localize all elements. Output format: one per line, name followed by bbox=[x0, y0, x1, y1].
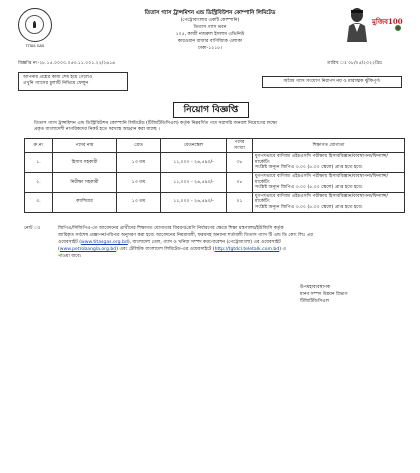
col-header-qualification: শিক্ষাগত যোগ্যতা bbox=[253, 139, 405, 153]
note-line4 bbox=[58, 247, 286, 253]
logo-text: TITAS GAS bbox=[25, 44, 45, 48]
intro-line1: তিতাস গ্যাস ট্রান্সমিশন এন্ড ডিস্ট্রিবিউশন কোম্পানি লিমিটেড (টিজিটিডিসিএল) কর্তৃক নিম্নবর্ণিত পদে সরাসরি জনবল নিয়োগের লক্ষ্যে bbox=[34, 121, 278, 126]
grade-cell: ১৩ তম bbox=[117, 172, 161, 192]
qualification-line1: যুগপৎভাবে বাণিজ্য এইচএসসি পরীক্ষায় হিসাববিজ্ঞান/ব্যবস্থাপনা/ফিন্যান্স/মার্কেটিং bbox=[255, 193, 388, 205]
serial-cell: ১. bbox=[25, 153, 53, 173]
portrait-illustration bbox=[345, 6, 369, 42]
note-line4-mid: ) এবং টেলিটক বাংলাদেশ লিমিটেড-এর ওয়েবসাইটে ( bbox=[116, 247, 215, 252]
post-count-cell: ৩৮ bbox=[227, 153, 253, 173]
company-logo bbox=[18, 8, 52, 48]
qualification-line2: সংশ্লিষ্ট অন্যূন জিপিএ ৩.০০ (৫.০০ স্কেলে) প্রাপ্ত হতে হবে। bbox=[255, 165, 363, 171]
col-header-grade: গ্রেড bbox=[117, 139, 161, 153]
flame-icon bbox=[25, 15, 44, 34]
vacancy-table bbox=[24, 138, 405, 213]
org-name: তিতাস গ্যাস ট্রান্সমিশন এন্ড ডিস্ট্রিবিউশন কোম্পানি লিমিটেড bbox=[144, 10, 276, 16]
qualification-cell bbox=[253, 192, 405, 212]
note-line4-post: ) এ bbox=[279, 247, 286, 252]
table-row bbox=[25, 192, 405, 212]
safety-notice-line1: আপনার প্রশ্নের কাজ শেষ হয়ে গেলেও bbox=[23, 75, 93, 80]
table-row bbox=[25, 153, 405, 173]
note-line3 bbox=[58, 240, 281, 246]
signatory-department: মানব সম্পদ উন্নয়ন বিভাগ bbox=[300, 292, 348, 297]
memo-number: বিজ্ঞপ্তি নং-২৮.১৫.০০০০.০৫৩.১১.০০১.২২/২৬১৬ bbox=[18, 61, 116, 66]
org-subtitle: (পেট্রোবাংলার একটি কোম্পানি) bbox=[180, 18, 240, 23]
signatory-company: টিজিটিডিসিএল bbox=[300, 299, 330, 304]
serial-cell: ৩. bbox=[25, 192, 53, 212]
grade-cell: ১৩ তম bbox=[117, 192, 161, 212]
qualification-line1: যুগপৎভাবে বাণিজ্য এইচএসসি পরীক্ষায় হিসাববিজ্ঞান/ব্যবস্থাপনা/ফিন্যান্স/মার্কেটিং bbox=[255, 173, 388, 185]
pay-scale-cell: ১১,০০০ - ২৬,৫৯০/- bbox=[161, 172, 227, 192]
post-cell: হিসাব সহকারী bbox=[53, 153, 117, 173]
col-header-post-count: পদের সংখ্যা bbox=[227, 139, 253, 153]
post-count-cell: ০১ bbox=[227, 192, 253, 212]
table-row bbox=[25, 172, 405, 192]
org-city: ঢাকা-১২১৫। bbox=[198, 46, 222, 51]
org-area: কারওয়ান বাজার বাণিজ্যিক এলাকা bbox=[177, 39, 243, 44]
serial-cell: ২. bbox=[25, 172, 53, 192]
post-count-cell: ০৮ bbox=[227, 172, 253, 192]
memo-date: তারিখ ঃ ০৮/০৫/২০২২খ্রিঃ bbox=[327, 61, 383, 66]
col-header-post: পদের নাম bbox=[53, 139, 117, 153]
post-cell: ক্যাশিয়ার bbox=[53, 192, 117, 212]
org-address: ১০৫, কাজী নজরুল ইসলাম এভিনিউ bbox=[175, 32, 245, 37]
illegal-connection-notice: অবৈধ গ্যাস সংযোগ নিরাপদ নয় ও মারাত্মক ঝুঁকিপূর্ণ। bbox=[283, 79, 381, 84]
notice-title: নিয়োগ বিজ্ঞপ্তি bbox=[173, 102, 249, 118]
qualification-line1: যুগপৎভাবে বাণিজ্য এইচএসসি পরীক্ষায় হিসাববিজ্ঞান/ব্যবস্থাপনা/ফিন্যান্স/মার্কেটিং bbox=[255, 154, 388, 165]
note-line3-post: ), বাংলাদেশ তেল, গ্যাস ও খনিজ সম্পদ করপোরেশন (পেট্রোবাংলা) এর ওয়েবসাইট bbox=[127, 240, 281, 245]
note-line1: জিপিএ/সিজিপিএ-তে আবেদনের প্রার্থীদের শিক্ষাগত যোগ্যতার বিবরণ/শ্রেণি নির্ধারণের ক্ষেত্রে শিক্ষা মন্ত্রণালয়/ইউজিসি কর্তৃক bbox=[58, 226, 284, 231]
qualification-cell bbox=[253, 172, 405, 192]
mujib100-badge bbox=[372, 14, 402, 34]
safety-notice-box bbox=[18, 72, 128, 91]
qualification-cell bbox=[253, 153, 405, 173]
col-header-pay-scale: বেতনস্কেল bbox=[161, 139, 227, 153]
post-cell: নিরীক্ষা সহকারী bbox=[53, 172, 117, 192]
note-label: নোট ঃ bbox=[24, 226, 41, 231]
teletalk-link[interactable]: http://tgtdcl.teletalk.com.bd bbox=[214, 247, 280, 252]
col-header-serial: ক্র.নং bbox=[25, 139, 53, 153]
note-line5: পাওয়া যাবে। bbox=[58, 254, 82, 259]
table-header-row bbox=[25, 139, 405, 153]
pay-scale-cell: ১১,০০০ - ২৬,৫৯০/- bbox=[161, 153, 227, 173]
org-building: তিতাস গ্যাস ভবন bbox=[193, 25, 227, 30]
petrobangla-link[interactable]: www.petrobangla.org.bd bbox=[59, 247, 117, 252]
illegal-connection-notice-box bbox=[262, 76, 402, 88]
titasgas-link[interactable]: www.titasgas.org.bd bbox=[81, 240, 128, 245]
qualification-line2: সংশ্লিষ্ট অন্যূন জিপিএ ৩.০০ (৫.০০ স্কেলে) প্রাপ্ত হতে হবে। bbox=[255, 204, 363, 210]
intro-line2: প্রকৃত বাংলাদেশী নাগরিকদের নিকট হতে দরখাস্ত আহ্বান করা যাচ্ছে । bbox=[34, 127, 160, 132]
note-line2: জারিকৃত সর্বশেষ প্রজ্ঞাপন/পরিপত্র অনুসরণ করা হবে। আবেদনের নিয়মাবলী, ফরমসহ অন্যান্য শর্তাবলী তিতাস গ্যাস টি এন্ড ডি কোং লিঃ এর bbox=[58, 233, 313, 238]
grade-cell: ১৩ তম bbox=[117, 153, 161, 173]
qualification-line2: সংশ্লিষ্ট অন্যূন জিপিএ ৩.০০ (৫.০০ স্কেলে) প্রাপ্ত হতে হবে। bbox=[255, 185, 363, 191]
safety-notice-line2: এখুনি গ্যাসের চুলাটি নিভিয়ে ফেলুন bbox=[23, 81, 89, 86]
badge-text: মুজিব100 bbox=[372, 17, 403, 26]
note-line3-pre: ওয়েবসাইট ( bbox=[58, 240, 82, 245]
note-line4-pre: ( bbox=[58, 247, 60, 252]
pay-scale-cell: ১১,০০০ - ২৬,৫৯০/- bbox=[161, 192, 227, 212]
signatory-title: উপমহাব্যবস্থাপক bbox=[300, 285, 331, 290]
